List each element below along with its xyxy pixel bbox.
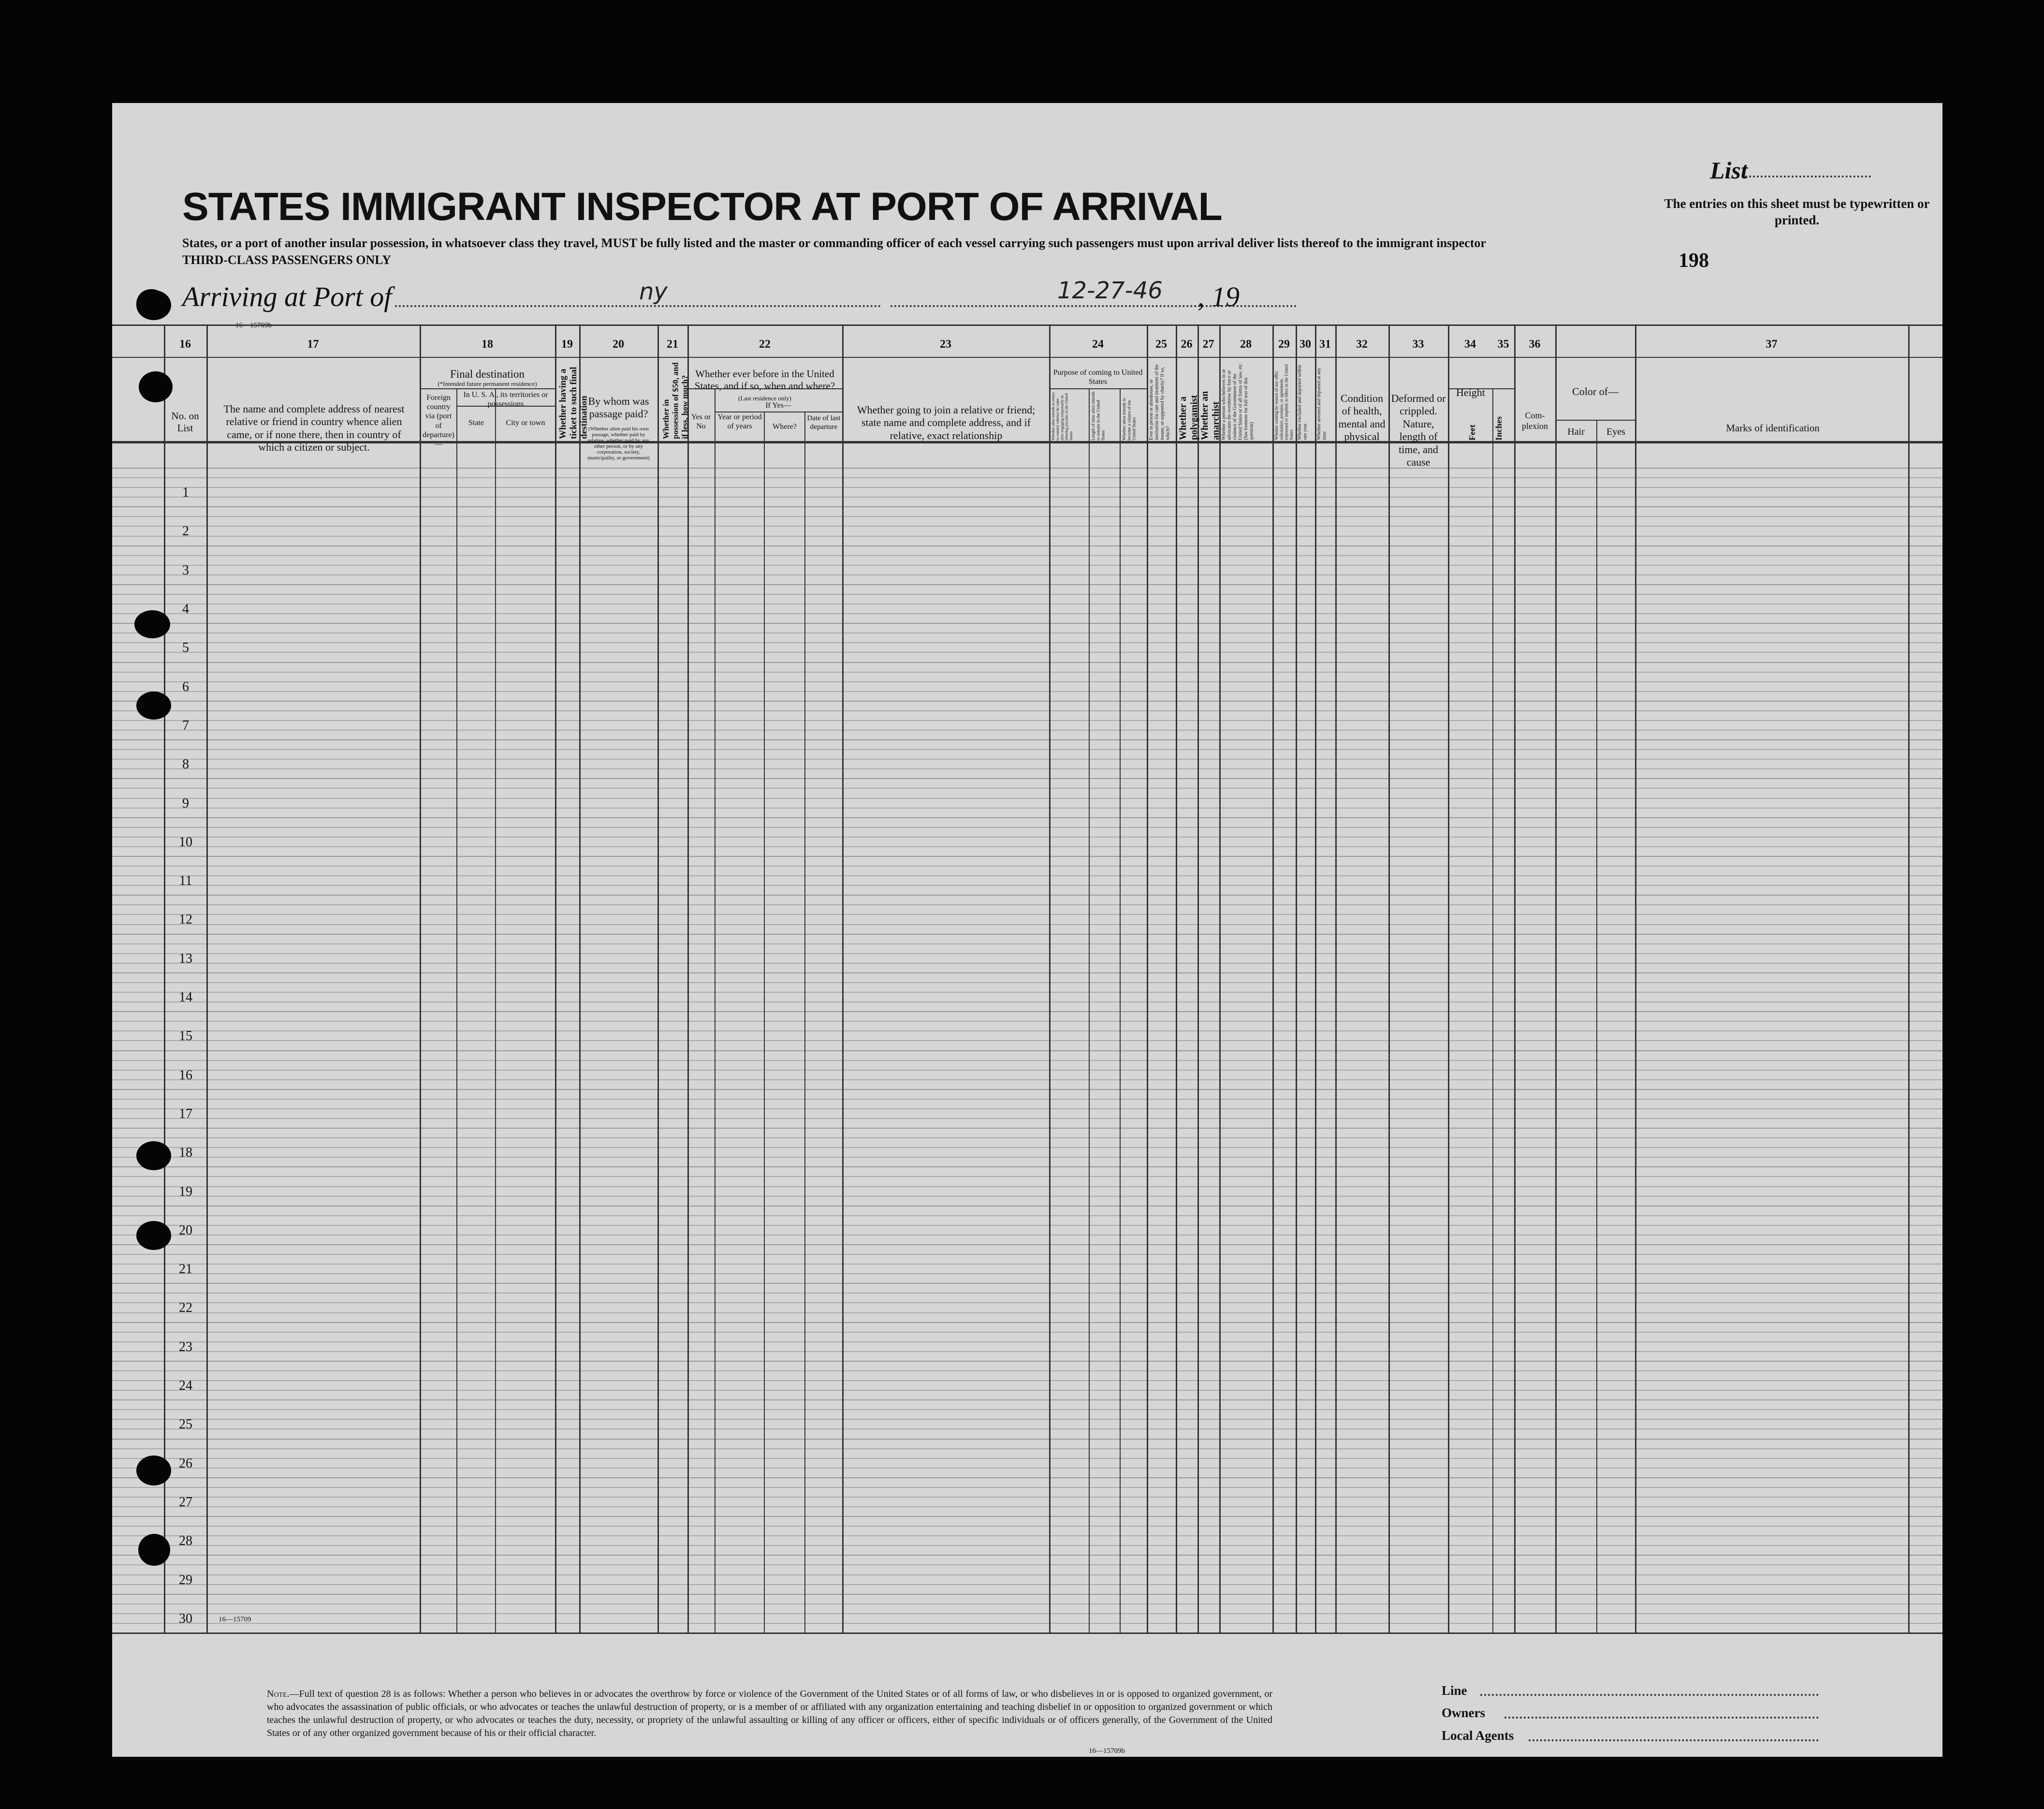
punch-hole-4 — [136, 1141, 171, 1170]
colnum-18: 18 — [482, 338, 493, 351]
ruling-line — [112, 739, 1942, 740]
row-number: 6 — [182, 679, 189, 694]
ruling-line — [112, 565, 1942, 566]
hdr-deformed: Deformed or crippled. Nature, length of time, and cause — [1391, 392, 1446, 468]
colnum-16: 16 — [179, 338, 191, 351]
ruling-line — [112, 720, 1942, 721]
row-number: 19 — [179, 1184, 192, 1199]
row-number: 23 — [179, 1339, 192, 1354]
ruling-line — [112, 516, 1942, 517]
ruling-line — [112, 1166, 1942, 1167]
hdr-purpose-a: Whether alien intends to return to country whence he came after engaging temporarily in laboring pursuits in the United States — [1051, 392, 1073, 441]
colnum-28: 28 — [1240, 338, 1252, 351]
ruling-line — [112, 1419, 1942, 1420]
hdr-hair: Hair — [1567, 427, 1585, 437]
row-number: 2 — [182, 524, 189, 539]
hdr-purpose: Purpose of coming to United States — [1053, 368, 1143, 386]
hdr-yes-no: Yes or No — [691, 413, 711, 431]
row-number: 4 — [182, 602, 189, 617]
ruling-line — [112, 1244, 1942, 1245]
ruling-line — [112, 885, 1942, 886]
hdr-ever-before: Whether ever before in the United States, and if so, when and where? — [694, 368, 835, 392]
ruling-line — [112, 1264, 1942, 1265]
colnum-border — [112, 357, 1942, 358]
hdr-date-departure: Date of last departure — [807, 414, 841, 431]
ruling-line — [112, 1225, 1942, 1226]
hdr-marks-identification: Marks of identification — [1726, 422, 1820, 434]
hdr-nearest-relative: The name and complete address of nearest relative or friend in country whence alien came, or if none there, then in country of which a citizen or subject. — [223, 403, 405, 454]
ruling-line — [112, 914, 1942, 915]
hdr-prison: Ever in prison or almshouse, or institution for care and treatment of the insane, or supported by charity? If so, which? — [1149, 364, 1171, 440]
port-value: ny — [639, 278, 668, 305]
hdr-purpose-c: Whether alien intends to become a citizen of the United States — [1122, 397, 1137, 441]
ruling-line — [112, 895, 1942, 896]
ruling-line — [112, 1011, 1942, 1012]
ruling-line — [112, 1273, 1942, 1274]
ruling-line — [112, 1370, 1942, 1371]
ruling-line — [112, 1001, 1942, 1002]
ruling-line — [112, 1458, 1942, 1459]
ruling-line — [112, 1526, 1942, 1527]
ruling-line — [112, 1254, 1942, 1255]
ruling-line — [112, 768, 1942, 769]
ruling-line — [112, 982, 1942, 983]
ruling-line — [112, 943, 1942, 944]
ruling-line — [112, 1137, 1942, 1138]
ruling-line — [112, 1312, 1942, 1313]
ruling-line — [112, 856, 1942, 857]
ruling-line — [112, 1351, 1942, 1352]
ruling-line — [112, 808, 1942, 809]
ruling-line — [112, 526, 1942, 527]
hdr-city: City or town — [506, 419, 545, 427]
manifest-sheet — [112, 103, 1942, 1757]
hdr-final-destination: Final destination — [450, 368, 525, 380]
ruling-line — [112, 1623, 1942, 1624]
ruling-line — [112, 710, 1942, 711]
ruling-line — [112, 497, 1942, 498]
ruling-line — [112, 788, 1942, 789]
row-number: 16 — [179, 1067, 192, 1083]
ruling-line — [112, 749, 1942, 750]
ruling-line — [112, 778, 1942, 779]
colnum-19: 19 — [561, 338, 573, 351]
table-top-border — [112, 324, 1942, 326]
hdr-ever-before-sub: (Last residence only) — [738, 395, 791, 402]
ruling-line — [112, 1574, 1942, 1575]
row-number: 29 — [179, 1572, 192, 1588]
row-number: 26 — [179, 1456, 192, 1471]
colnum-23: 23 — [940, 338, 951, 351]
ruling-line — [112, 1050, 1942, 1051]
hdr-if-yes: If Yes— — [765, 401, 791, 410]
colnum-17: 17 — [307, 338, 319, 351]
list-line — [1745, 176, 1871, 177]
colnum-20: 20 — [613, 338, 624, 351]
row-number: 30 — [179, 1611, 192, 1626]
ruling-line — [112, 846, 1942, 847]
table-bottom-border — [112, 1633, 1942, 1634]
colnum-22: 22 — [759, 338, 771, 351]
colnum-32: 32 — [1356, 338, 1368, 351]
colnum-35: 35 — [1497, 338, 1509, 351]
hdr-fifty-dollars: Whether in possession of $50, and if less, how much? — [661, 362, 690, 439]
line-field — [1480, 1694, 1819, 1696]
colnum-37: 37 — [1766, 338, 1778, 351]
row-number: 13 — [179, 951, 192, 966]
ruling-line — [112, 1439, 1942, 1440]
colnum-34: 34 — [1464, 338, 1476, 351]
row-number: 27 — [179, 1494, 192, 1510]
ruling-line — [112, 1108, 1942, 1109]
ruling-line — [112, 1186, 1942, 1187]
page-subtitle: States, or a port of another insular possession, in whatsoever class they travel, MUST be fully listed and the master or commanding officer of each vessel carrying such passengers must upon arrival deliver lists thereof to the immigrant inspector — [182, 236, 1486, 250]
footnote-lead: Note. — [267, 1689, 290, 1699]
ruling-line — [112, 1021, 1942, 1022]
ruling-line — [112, 1322, 1942, 1323]
ruling-line — [112, 1477, 1942, 1478]
ruling-line — [112, 798, 1942, 799]
row-number: 21 — [179, 1262, 192, 1277]
year-prefix: , 19 — [1197, 281, 1240, 312]
punch-hole-header — [139, 371, 173, 402]
footnote-text: —Full text of question 28 is as follows: Whether a person who believes in or advocates the overthrow by force or violence of the Government of the United States or of all forms of law, or who disbelieves in or is opposed to organized government, or who advocates the assassination of public officials, or who advocates or teaches the unlawful destruction of property, or is a member of or affiliated with any organization entertaining and teaching disbelief in or opposition to organized government or which teaches the unlawful destruction of property, or who advocates or teaches the duty, necessity, or propriety of the unlawful assaulting or killing of any officer or officers, either of specific individuals or of officers generally, of the Government of the United States or of any other organized government because of his or their official character. — [267, 1689, 1272, 1738]
ruling-line — [112, 487, 1942, 488]
ruling-line — [112, 1283, 1942, 1284]
ruling-line — [112, 506, 1942, 507]
hdr-passage-paid-sub: (Whether alien paid his own passage, whether paid by relative, whether paid by any other person, or by any corporation, society, municipality, or government) — [587, 426, 650, 461]
ruling-line — [112, 1128, 1942, 1129]
ruling-line — [112, 594, 1942, 595]
ruling-line — [112, 1448, 1942, 1449]
ruling-line — [112, 1118, 1942, 1119]
ruling-line — [112, 1564, 1942, 1565]
ruling-line — [112, 574, 1942, 575]
ruling-line — [112, 1302, 1942, 1303]
hdr-join-relative: Whether going to join a relative or friend; state name and complete address, and if relative, exact relationship — [857, 404, 1036, 441]
ruling-line — [112, 837, 1942, 838]
hdr-ticket: Whether having a ticket to such final destination — [558, 367, 589, 439]
colnum-36: 36 — [1529, 338, 1541, 351]
hdr-final-destination-sub: (*Intended future permanent residence) — [438, 380, 537, 387]
entries-note: The entries on this sheet must be typewritten or printed. — [1664, 196, 1930, 227]
page-title: STATES IMMIGRANT INSPECTOR AT PORT OF ARRIVAL — [182, 185, 1222, 229]
ruling-line — [112, 1468, 1942, 1469]
hdr-no-on-list: No. on List — [171, 410, 199, 434]
ruling-line — [112, 1070, 1942, 1071]
ruling-line — [112, 1399, 1942, 1400]
ruling-line — [112, 1196, 1942, 1197]
punch-hole-top — [136, 289, 165, 318]
ruling-line — [112, 1079, 1942, 1080]
ruling-line — [112, 623, 1942, 624]
row-number: 28 — [179, 1533, 192, 1549]
ruling-line — [112, 1293, 1942, 1294]
ruling-line — [112, 672, 1942, 673]
hdr-state: State — [468, 419, 484, 427]
ruling-line — [112, 681, 1942, 682]
hdr-color-of: Color of— — [1572, 385, 1619, 397]
hdr-in-usa: In U. S. A., its territories or possessions — [463, 391, 548, 409]
ruling-line — [112, 555, 1942, 556]
ruling-line — [112, 817, 1942, 818]
hdr-eyes: Eyes — [1606, 427, 1625, 437]
port-label: Arriving at Port of — [182, 281, 392, 312]
ruling-line — [112, 1390, 1942, 1391]
hdr-feet: Feet — [1467, 425, 1477, 441]
ruling-line — [112, 934, 1942, 935]
ruling-line — [112, 866, 1942, 867]
colnum-31: 31 — [1319, 338, 1331, 351]
hdr-years: Year or period of years — [717, 413, 762, 431]
class-line: THIRD-CLASS PASSENGERS ONLY — [182, 253, 392, 267]
ruling-line — [112, 1409, 1942, 1410]
hdr-passage-paid: By whom was passage paid? — [588, 395, 649, 420]
form-code-right: 16—15709b — [1089, 1747, 1125, 1755]
colnum-29: 29 — [1278, 338, 1290, 351]
row-number: 9 — [182, 795, 189, 811]
punch-hole-6 — [136, 1456, 171, 1485]
row-number: 11 — [179, 873, 192, 889]
port-line — [395, 305, 881, 307]
row-number: 1 — [182, 485, 189, 500]
row-number: 17 — [179, 1106, 192, 1121]
list-label: List — [1710, 157, 1748, 184]
colnum-30: 30 — [1299, 338, 1311, 351]
ruling-line — [112, 963, 1942, 964]
ruling-line — [112, 701, 1942, 702]
ruling-line — [112, 1040, 1942, 1041]
ruling-line — [112, 730, 1942, 731]
row-number: 15 — [179, 1029, 192, 1044]
colnum-26: 26 — [1181, 338, 1193, 351]
ruling-line — [112, 924, 1942, 925]
ruling-line — [112, 662, 1942, 663]
agents-label: Local Agents — [1442, 1728, 1514, 1743]
ruling-line — [112, 613, 1942, 614]
owners-field — [1504, 1717, 1819, 1719]
hdr-where: Where? — [773, 423, 797, 431]
ruling-line — [112, 827, 1942, 828]
hdr-height: Height — [1456, 386, 1485, 398]
ruling-line — [112, 477, 1942, 478]
row-number: 20 — [179, 1222, 192, 1238]
punch-hole-3 — [136, 691, 171, 720]
ruling-line — [112, 1341, 1942, 1342]
line-label: Line — [1442, 1683, 1467, 1698]
ruling-line — [112, 584, 1942, 585]
row-number: 22 — [179, 1300, 192, 1316]
ruling-line — [112, 1487, 1942, 1488]
ruling-line — [112, 1516, 1942, 1517]
ruling-line — [112, 1030, 1942, 1031]
ruling-line — [112, 1157, 1942, 1158]
ruling-line — [112, 1603, 1942, 1604]
sheet-number: 198 — [1679, 250, 1709, 272]
hdr-condition: Condition of health, mental and physical — [1338, 392, 1386, 443]
ruling-line — [112, 1215, 1942, 1216]
ruling-line — [112, 468, 1942, 469]
hdr-purpose-b: Length of time alien intends to remain in the United States — [1091, 391, 1106, 441]
ruling-line — [112, 1176, 1942, 1177]
ruling-line — [112, 1535, 1942, 1536]
colnum-33: 33 — [1412, 338, 1424, 351]
ruling-line — [112, 953, 1942, 954]
row-number: 24 — [179, 1378, 192, 1393]
ruling-line — [112, 642, 1942, 643]
ruling-line — [112, 1361, 1942, 1362]
ruling-line — [112, 1060, 1942, 1061]
hdr-offer-labor: Whether coming by reason of any offer, solicitation, promise, or agreement, expressed or implied, to labor in the United States — [1274, 364, 1294, 440]
date-value: 12-27-46 — [1057, 277, 1163, 304]
hdr-excluded: Whether excluded and deported within one year — [1297, 365, 1308, 440]
row-number: 14 — [179, 990, 192, 1005]
ruling-line — [112, 691, 1942, 692]
hdr-anarchist: Whether an anarchist — [1199, 391, 1221, 440]
ruling-line — [112, 1380, 1942, 1381]
ruling-line — [112, 632, 1942, 633]
colnum-24: 24 — [1092, 338, 1104, 351]
hdr-inches: Inches — [1494, 416, 1504, 441]
ruling-line — [112, 1545, 1942, 1546]
colnum-21: 21 — [667, 338, 678, 351]
ruling-line — [112, 603, 1942, 604]
footnote — [267, 1688, 1272, 1740]
ruling-line — [112, 972, 1942, 973]
ruling-line — [112, 1613, 1942, 1614]
hdr-polygamist: Whether a polygamist — [1178, 395, 1199, 440]
ruling-line — [112, 992, 1942, 993]
row-number: 12 — [179, 912, 192, 927]
hdr-foreign-country: Foreign country via (port of departure)— — [423, 394, 454, 448]
row-number: 8 — [182, 757, 189, 772]
owners-label: Owners — [1442, 1706, 1485, 1720]
ruling-line — [112, 1497, 1942, 1498]
form-code-left: 16—15709 — [219, 1616, 251, 1623]
colnum-27: 27 — [1202, 338, 1214, 351]
ruling-line — [112, 1089, 1942, 1090]
punch-hole-5 — [136, 1221, 171, 1250]
hdr-complexion: Com-plexion — [1522, 411, 1548, 431]
ruling-line — [112, 1147, 1942, 1148]
ruling-line — [112, 1555, 1942, 1556]
hdr-overthrow: Whether a person who believes in or advocates the overthrow by force or violence of the Government of the United States or of all forms of law, etc. (See footnote for full text of this question) — [1221, 363, 1255, 440]
row-number: 25 — [179, 1417, 192, 1432]
ruling-line — [112, 904, 1942, 905]
ruling-line — [112, 536, 1942, 537]
row-number: 5 — [182, 640, 189, 656]
agents-field — [1529, 1739, 1819, 1741]
colnum-25: 25 — [1155, 338, 1167, 351]
hdr-arrested: Whether arrested and deported at any time — [1316, 368, 1328, 440]
punch-hole-2 — [134, 610, 170, 638]
ruling-line — [112, 759, 1942, 760]
ruling-line — [112, 1584, 1942, 1585]
ruling-line — [112, 1099, 1942, 1100]
row-number: 3 — [182, 562, 189, 578]
punch-hole-7 — [138, 1534, 170, 1566]
row-number: 7 — [182, 718, 189, 733]
ruling-line — [112, 1594, 1942, 1595]
ruling-line — [112, 875, 1942, 876]
ruling-line — [112, 545, 1942, 546]
row-number: 18 — [179, 1145, 192, 1161]
ruling-line — [112, 1506, 1942, 1507]
ruling-line — [112, 1332, 1942, 1333]
ruling-line — [112, 652, 1942, 653]
ruling-line — [112, 1428, 1942, 1429]
row-number: 10 — [179, 834, 192, 850]
